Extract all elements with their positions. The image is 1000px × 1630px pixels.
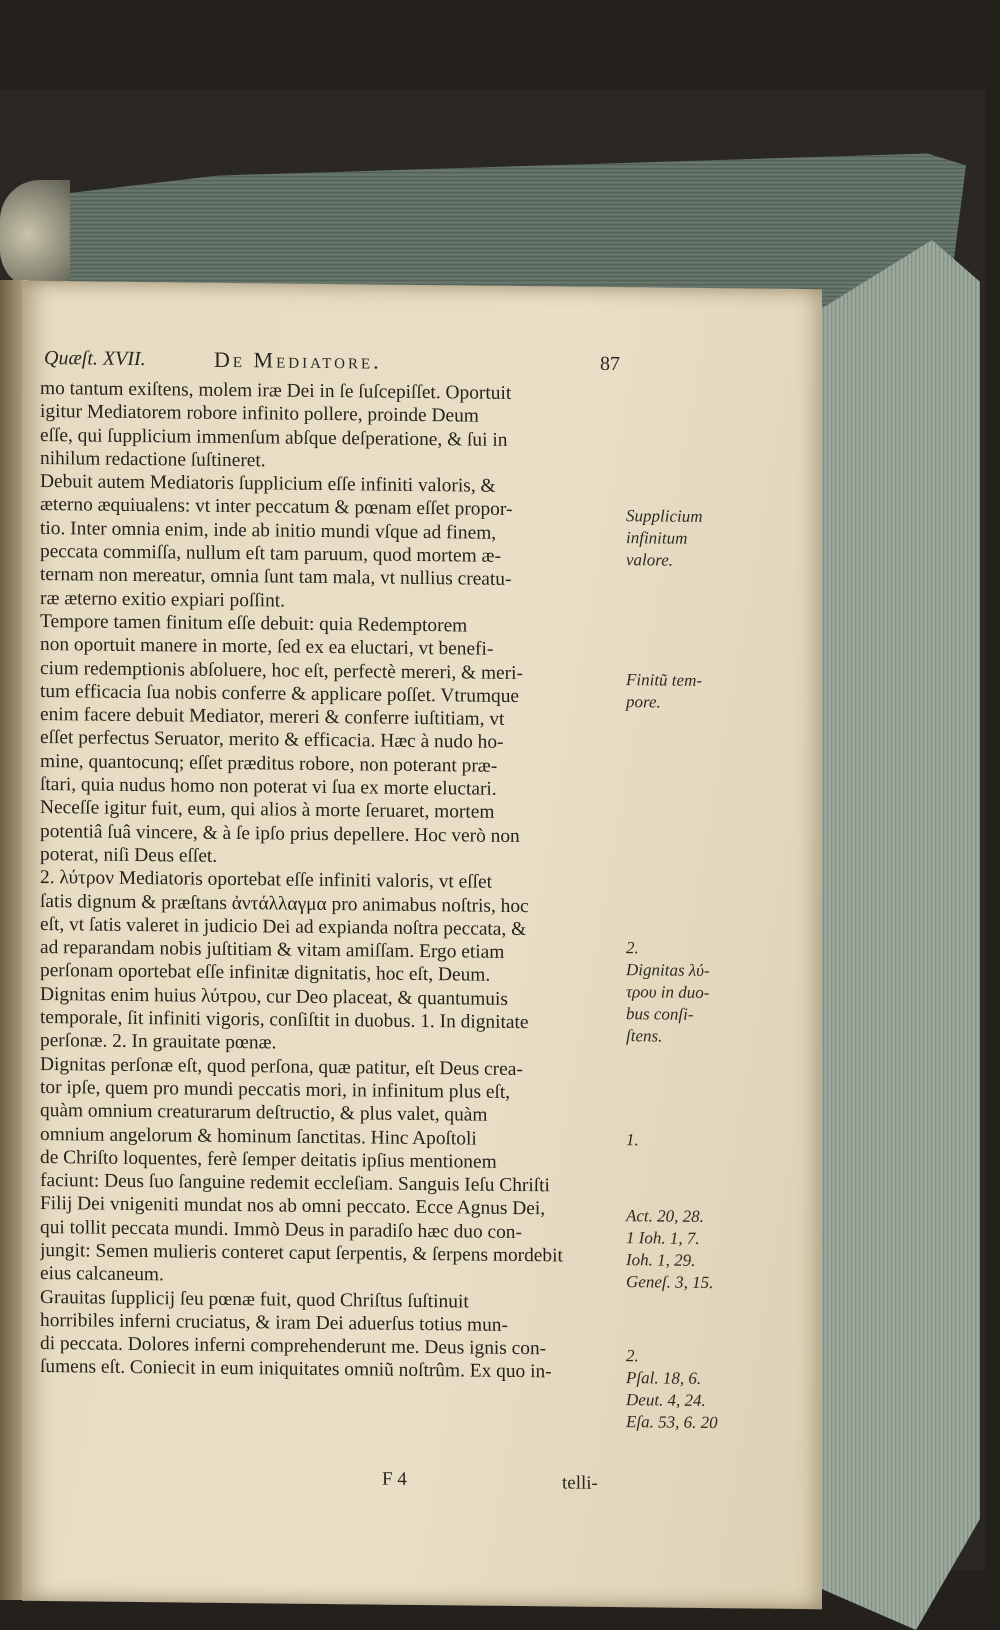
margin-line: infinitum [626, 528, 688, 548]
margin-line: ſtens. [626, 1026, 663, 1046]
text-line: igitur Mediatorem robore infinito pollere, proinde Deum [40, 401, 479, 427]
text-line: Debuit autem Mediatoris ſupplicium eſſe infiniti valoris, & [40, 471, 496, 497]
margin-line: Geneſ. 3, 15. [626, 1272, 714, 1293]
text-line: nihilum redactione ſuſtineret. [40, 447, 266, 472]
text-line: tor ipſe, quem pro mundi peccatis mori, in infinitum plus eſt, [40, 1076, 511, 1103]
book-headband [0, 180, 70, 290]
margin-line: Supplicium [626, 506, 703, 526]
text-line: ræ æterno exitio expiari poſſint. [40, 587, 286, 612]
book-fore-edge [820, 240, 980, 1630]
text-line: Neceſſe igitur fuit, eum, qui alios à morte ſeruaret, mortem [40, 797, 495, 824]
margin-line: 2. [626, 1346, 639, 1366]
text-line: jungit: Semen mulieris conteret caput ſerpentis, & ſerpens mordebit [40, 1239, 563, 1267]
margin-line: Ioh. 1, 29. [626, 1250, 696, 1270]
text-line: eſſet perfectus Seruator, merito & efficacia. Hæc à nudo ho- [40, 727, 504, 754]
margin-line: 1 Ioh. 1, 7. [626, 1228, 700, 1248]
page-footer [382, 1469, 622, 1498]
margin-note-finitum [626, 669, 746, 714]
catchword: telli- [562, 1472, 598, 1494]
margin-line: Eſa. 53, 6. 20 [626, 1412, 718, 1433]
book [0, 90, 985, 1570]
text-line: ſtari, quia nudus homo non poterat vi ſua ex morte eluctari. [40, 774, 497, 800]
text-line: mine, quantocunq; eſſet præditus robore, non poterant præ- [40, 750, 498, 777]
margin-note-supplicium [626, 505, 746, 572]
text-line: omnium angelorum & hominum ſanctitas. Hinc Apoſtoli [40, 1123, 477, 1150]
text-line: faciunt: Deus ſuo ſanguine redemit eccleſiam. Sanguis Ieſu Chriſti [40, 1170, 550, 1197]
text-line: di peccata. Dolores inferni comprehenderunt me. Deus ignis con- [40, 1333, 547, 1360]
margin-note-1 [626, 1129, 746, 1152]
margin-line: Finitũ tem- [626, 670, 703, 690]
text-line: Filij Dei vnigeniti mundat nos ab omni peccato. Ecce Agnus Dei, [40, 1193, 546, 1220]
margin-line: Pſal. 18, 6. [626, 1368, 702, 1388]
question-number: Quæſt. XVII. [44, 347, 146, 371]
text-line: ternam non mereatur, omnia ſunt tam mala, vt nullius creatu- [40, 564, 512, 591]
signature-mark: F 4 [382, 1468, 407, 1490]
text-line: ſatis dignum & præſtans ἀντάλλαγμα pro animabus noſtris, hoc [40, 890, 529, 917]
margin-line: τρου in duo- [626, 982, 710, 1003]
margin-line: pore. [626, 692, 661, 712]
text-line: temporale, ſit infiniti vigoris, conſiſtit in duobus. 1. In dignitate [40, 1007, 529, 1034]
margin-line: 1. [626, 1130, 639, 1150]
text-line: eſſe, qui ſupplicium immenſum abſque deſperatione, & ſui in [40, 424, 508, 451]
text-line: ad reparandam nobis juſtitiam & vitam amiſſam. Ergo etiam [40, 937, 505, 963]
margin-line: valore. [626, 550, 674, 570]
margin-note-references [626, 1205, 746, 1294]
page-number: 87 [600, 352, 620, 376]
margin-line: Act. 20, 28. [626, 1206, 704, 1226]
text-line: quàm omnium creaturarum deſtructio, & plus valet, quàm [40, 1100, 488, 1126]
text-line: horribiles inferni cruciatus, & iram Dei aduerſus totius mun- [40, 1309, 508, 1336]
margin-line: Dignitas λύ- [626, 960, 710, 981]
text-line: cium redemptionis abſoluere, hoc eſt, perfectè mereri, & meri- [40, 657, 523, 684]
text-line: Dignitas perſonæ eſt, quod perſona, quæ patitur, eſt Deus crea- [40, 1053, 523, 1080]
book-page [22, 281, 822, 1609]
text-line: enim facere debuit Mediator, mereri & conferre iuſtitiam, vt [40, 704, 505, 731]
text-line: tio. Inter omnia enim, inde ab initio mundi vſque ad finem, [40, 517, 497, 544]
text-line: perſonam oportebat eſſe infinitæ dignitatis, hoc eſt, Deum. [40, 960, 491, 987]
text-line: poterat, niſi Deus eſſet. [40, 843, 218, 867]
text-line: de Chriſto loquentes, ferè ſemper deitatis ipſius mentionem [40, 1146, 497, 1173]
chapter-title: De Mediatore. [214, 346, 382, 374]
text-line: peccata commiſſa, nullum eſt tam paruum, quod mortem æ- [40, 541, 501, 567]
text-line: perſonæ. 2. In grauitate pœnæ. [40, 1030, 277, 1054]
margin-line: bus conſi- [626, 1004, 694, 1024]
text-line: mo tantum exiſtens, molem iræ Dei in ſe ſuſcepiſſet. Oportuit [40, 377, 512, 404]
text-line: Tempore tamen finitum eſſe debuit: quia Redemptorem [40, 610, 468, 637]
text-line: tum efficacia ſua nobis conferre & applicare poſſet. Vtrumque [40, 680, 520, 707]
text-line: eſt, vt ſatis valeret in judicio Dei ad expianda noſtra peccata, & [40, 913, 527, 940]
text-line: potentiâ ſuâ vincere, & à ſe ipſo prius depellere. Hoc verò non [40, 820, 520, 847]
margin-line: 2. [626, 938, 639, 958]
text-line: Grauitas ſupplicij ſeu pœnæ fuit, quod Chriſtus ſuſtinuit [40, 1286, 469, 1313]
text-line: ſumens eſt. Coniecit in eum iniquitates omniũ noſtrûm. Ex quo in- [40, 1356, 552, 1383]
margin-note-gravitas [626, 1345, 746, 1434]
text-line: Dignitas enim huius λύτρου, cur Deo placeat, & quantumuis [40, 983, 508, 1010]
running-head [44, 343, 620, 379]
margin-line: Deut. 4, 24. [626, 1390, 706, 1410]
text-line: eius calcaneum. [40, 1263, 164, 1286]
margin-note-dignitas [626, 937, 746, 1048]
body-text [40, 377, 620, 1385]
text-line: non oportuit manere in morte, ſed ex ea eluctari, vt benefi- [40, 634, 494, 661]
text-line: 2. λύτρον Mediatoris oportebat eſſe infiniti valoris, vt eſſet [40, 867, 492, 893]
text-line: qui tollit peccata mundi. Immò Deus in paradiſo hæc duo con- [40, 1216, 522, 1243]
text-line: æterno æquiualens: vt inter peccatum & pœnam eſſet propor- [40, 494, 513, 521]
